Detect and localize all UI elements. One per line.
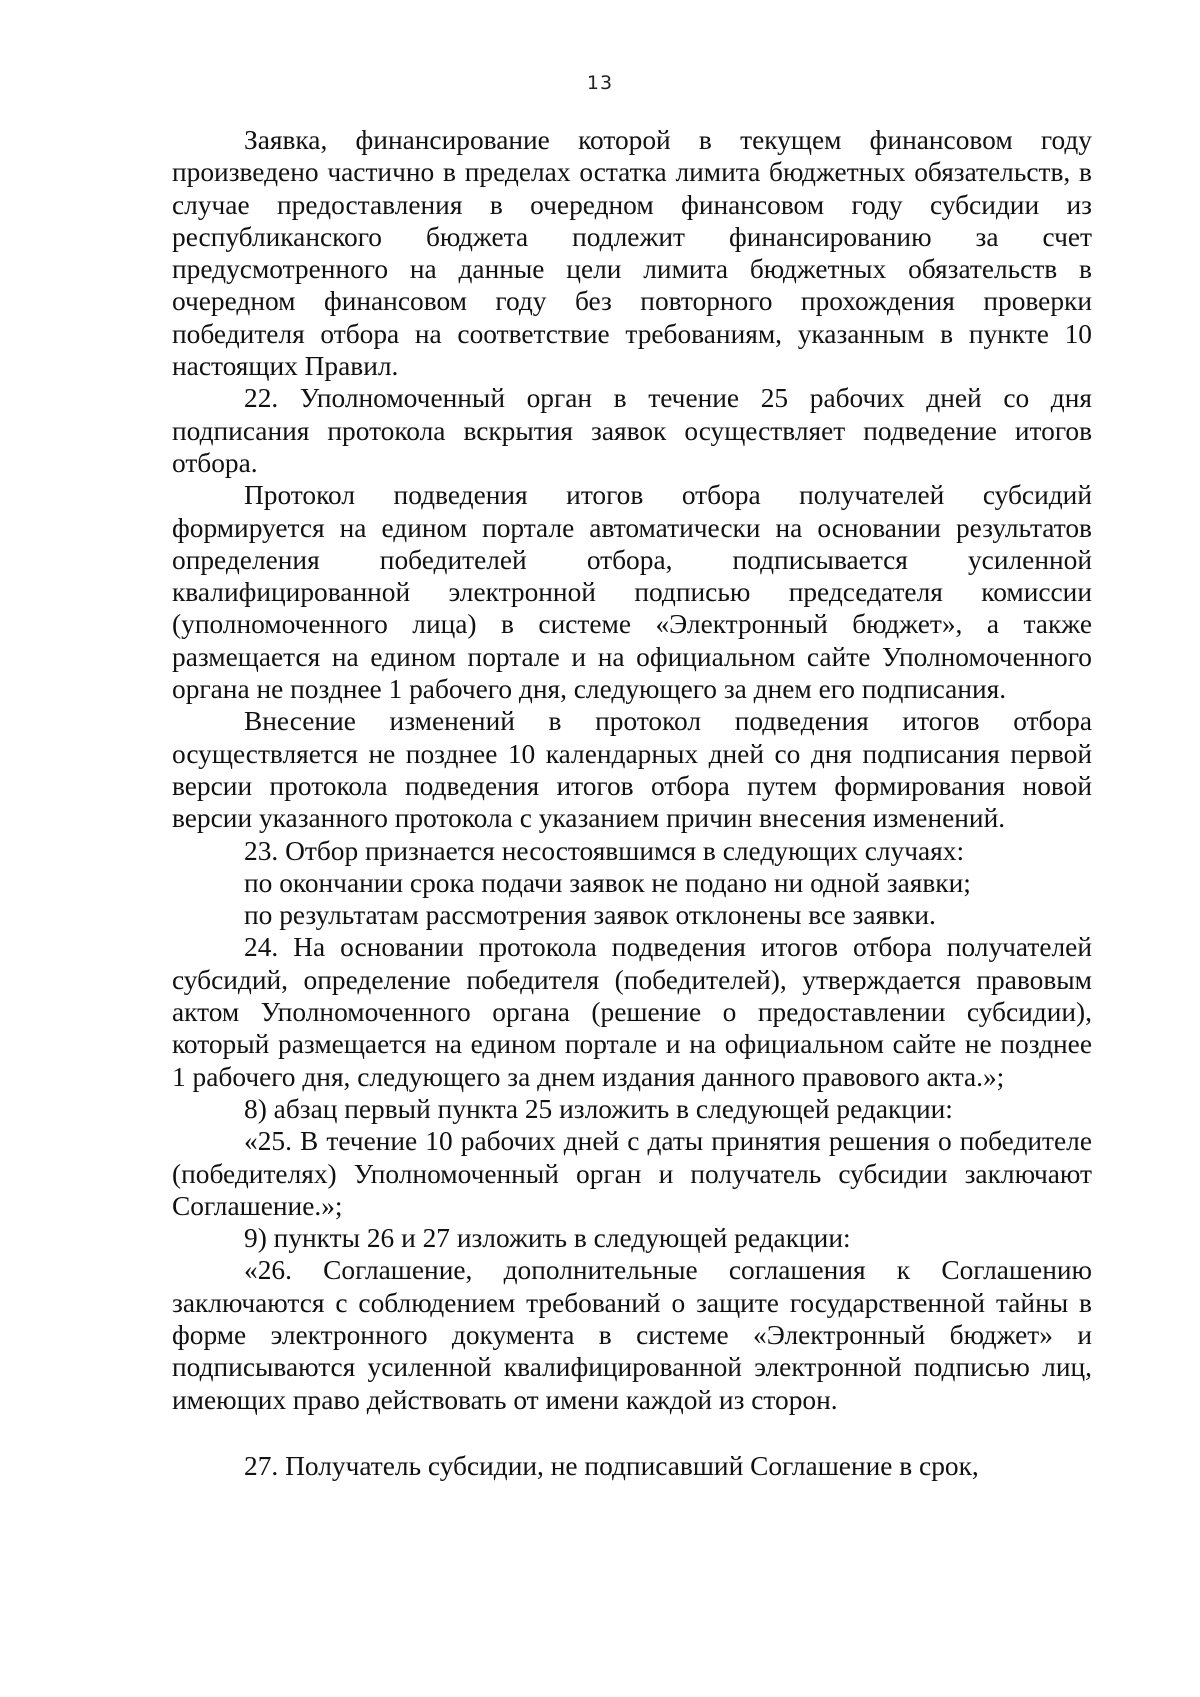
paragraph-23-case-1: по окончании срока подачи заявок не подано ни одной заявки;: [244, 867, 971, 898]
paragraph-24: 24. На основании протокола подведения итогов отбора получателей субсидий, определение победителя (победителей), утверждается правовым актом Уполномоченного органа (решение о предоставлении субсидии), который размещается на едином портале и на официальном сайте не позднее 1 рабочего дня, следующего за днем издания данного правового акта.»;: [172, 932, 1092, 1092]
paragraph-26: «26. Соглашение, дополнительные соглашения к Соглашению заключаются с соблюдением требований о защите государственной тайны в форме электронного документа в системе «Электронный бюджет» и подписываются усиленной квалифицированной электронной подписью лиц, имеющих право действовать от имени каждой из сторон.: [172, 1255, 1092, 1415]
page-number: 13: [586, 72, 614, 94]
paragraph-22: 22. Уполномоченный орган в течение 25 рабочих дней со дня подписания протокола вскрытия заявок осуществляет подведение итогов отбора.: [172, 383, 1092, 478]
paragraph-amendment-9: 9) пункты 26 и 27 изложить в следующей редакции:: [244, 1223, 851, 1254]
paragraph-protocol-results: Протокол подведения итогов отбора получателей субсидий формируется на едином портале автоматически на основании результатов определения победителей отбора, подписывается усиленной квалифицированной электронной подписью председателя комиссии (уполномоченного лица) в системе «Электронный бюджет», а также размещается на едином портале и на официальном сайте Уполномоченного органа не позднее 1 рабочего дня, следующего за днем его подписания.: [172, 480, 1092, 705]
paragraph-application-financing: Заявка, финансирование которой в текущем финансовом году произведено частично в пределах остатка лимита бюджетных обязательств, в случае предоставления в очередном финансовом году субсидии из республиканского бюджета подлежит финансированию за счет предусмотренного на данные цели лимита бюджетных обязательств в очередном финансовом году без повторного прохождения проверки победителя отбора на соответствие требованиям, указанным в пункте 10 настоящих Правил.: [172, 125, 1092, 382]
paragraph-27: 27. Получатель субсидии, не подписавший Соглашение в срок,: [244, 1450, 979, 1481]
document-body: [172, 124, 1092, 1482]
paragraph-protocol-changes: Внесение изменений в протокол подведения итогов отбора осуществляется не позднее 10 календарных дней со дня подписания первой версии протокола подведения итогов отбора путем формирования новой версии указанного протокола с указанием причин внесения изменений.: [172, 706, 1092, 834]
paragraph-amendment-8: 8) абзац первый пункта 25 изложить в следующей редакции:: [244, 1093, 953, 1124]
paragraph-25: «25. В течение 10 рабочих дней с даты принятия решения о победителе (победителях) Уполномоченный орган и получатель субсидии заключают Соглашение.»;: [172, 1126, 1092, 1221]
paragraph-23: 23. Отбор признается несостоявшимся в следующих случаях:: [244, 835, 965, 866]
paragraph-23-case-2: по результатам рассмотрения заявок отклонены все заявки.: [244, 900, 936, 931]
